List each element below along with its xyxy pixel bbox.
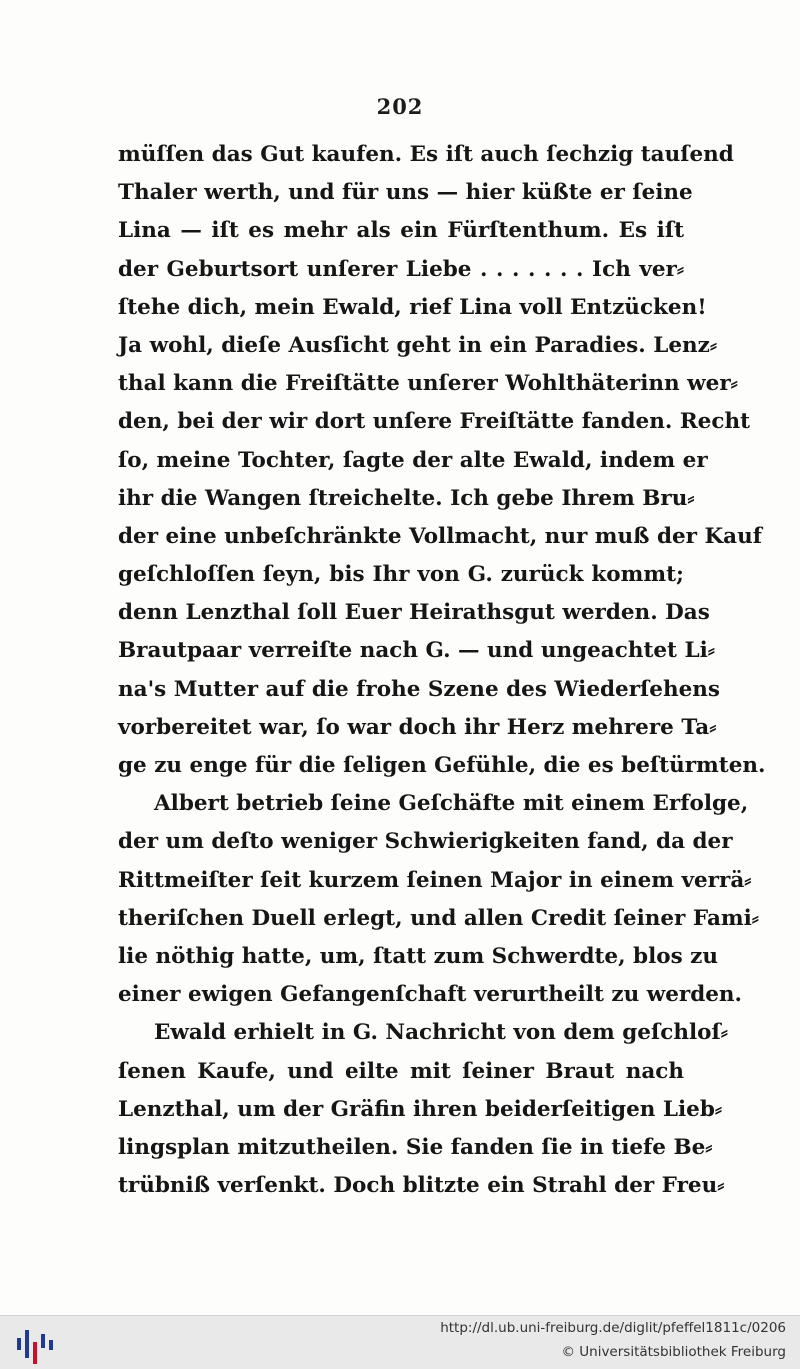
text-line: Lina — iſt es mehr als ein Fürſtenthum. Es iſt xyxy=(118,218,684,244)
viewer-footer xyxy=(0,1315,800,1369)
text-line: lie nöthig hatte, um, ſtatt zum Schwerdte, blos zu xyxy=(118,943,719,969)
text-line: na's Mutter auf die frohe Szene des Wiederſehens xyxy=(118,676,721,702)
text-line: müſſen das Gut kaufen. Es iſt auch ſechzig tauſend xyxy=(118,142,734,167)
page-text xyxy=(118,136,766,1205)
text-line: Ja wohl, dieſe Ausſicht geht in ein Paradies. Lenz⸗ xyxy=(118,332,718,358)
text-line: Brautpaar verreiſte nach G. — und ungeachtet Li⸗ xyxy=(118,638,715,664)
text-line: ihr die Wangen ſtreichelte. Ich gebe Ihrem Bru⸗ xyxy=(118,485,695,511)
page-number: 202 xyxy=(376,94,424,119)
text-line: Lenzthal, um der Gräfin ihren beiderſeitigen Lieb⸗ xyxy=(118,1096,723,1122)
ub-freiburg-logo-icon[interactable] xyxy=(14,1324,54,1364)
text-line: trübniß verſenkt. Doch blitzte ein Strahl der Freu⸗ xyxy=(118,1173,725,1199)
text-line: lingsplan mitzutheilen. Sie fanden ſie in tiefe Be⸗ xyxy=(118,1134,713,1160)
source-url-link[interactable]: http://dl.ub.uni-freiburg.de/diglit/pfeffel1811c/0206 xyxy=(440,1320,786,1336)
text-line: theriſchen Duell erlegt, und allen Credit ſeiner Fami⸗ xyxy=(118,905,759,931)
text-line: ge zu enge für die ſeligen Gefühle, die es beſtürmten. xyxy=(118,753,766,778)
text-line: Ewald erhielt in G. Nachricht von dem geſchloſ⸗ xyxy=(154,1020,728,1046)
text-line: der Geburtsort unſerer Liebe . . . . . . . Ich ver⸗ xyxy=(118,256,684,282)
text-line: denn Lenzthal ſoll Euer Heirathsgut werden. Das xyxy=(118,600,710,626)
text-line: ſtehe dich, mein Ewald, rief Lina voll Entzücken! xyxy=(118,294,707,320)
copyright-notice: © Universitätsbibliothek Freiburg xyxy=(561,1344,786,1360)
text-line: ſenen Kaufe, und eilte mit ſeiner Braut nach xyxy=(118,1058,684,1084)
text-line: Thaler werth, und für uns — hier küßte er ſeine xyxy=(118,180,693,206)
text-line: ſo, meine Tochter, ſagte der alte Ewald, indem er xyxy=(118,447,708,473)
text-line: den, bei der wir dort unſere Freiſtätte fanden. Recht xyxy=(118,409,751,435)
text-line: der eine unbeſchränkte Vollmacht, nur muß der Kauf xyxy=(118,523,762,549)
text-line: Albert betrieb ſeine Geſchäfte mit einem Erfolge, xyxy=(154,791,749,817)
text-line: vorbereitet war, ſo war doch ihr Herz mehrere Ta⸗ xyxy=(118,714,717,740)
text-line: Rittmeiſter ſeit kurzem ſeinen Major in einem verrä⸗ xyxy=(118,867,752,893)
text-line: thal kann die Freiſtätte unſerer Wohlthäterinn wer⸗ xyxy=(118,371,738,397)
text-line: der um deſto weniger Schwierigkeiten fand, da der xyxy=(118,829,733,855)
text-line: geſchloſſen ſeyn, bis Ihr von G. zurück kommt; xyxy=(118,562,684,588)
text-line: einer ewigen Gefangenſchaft verurtheilt zu werden. xyxy=(118,982,743,1008)
